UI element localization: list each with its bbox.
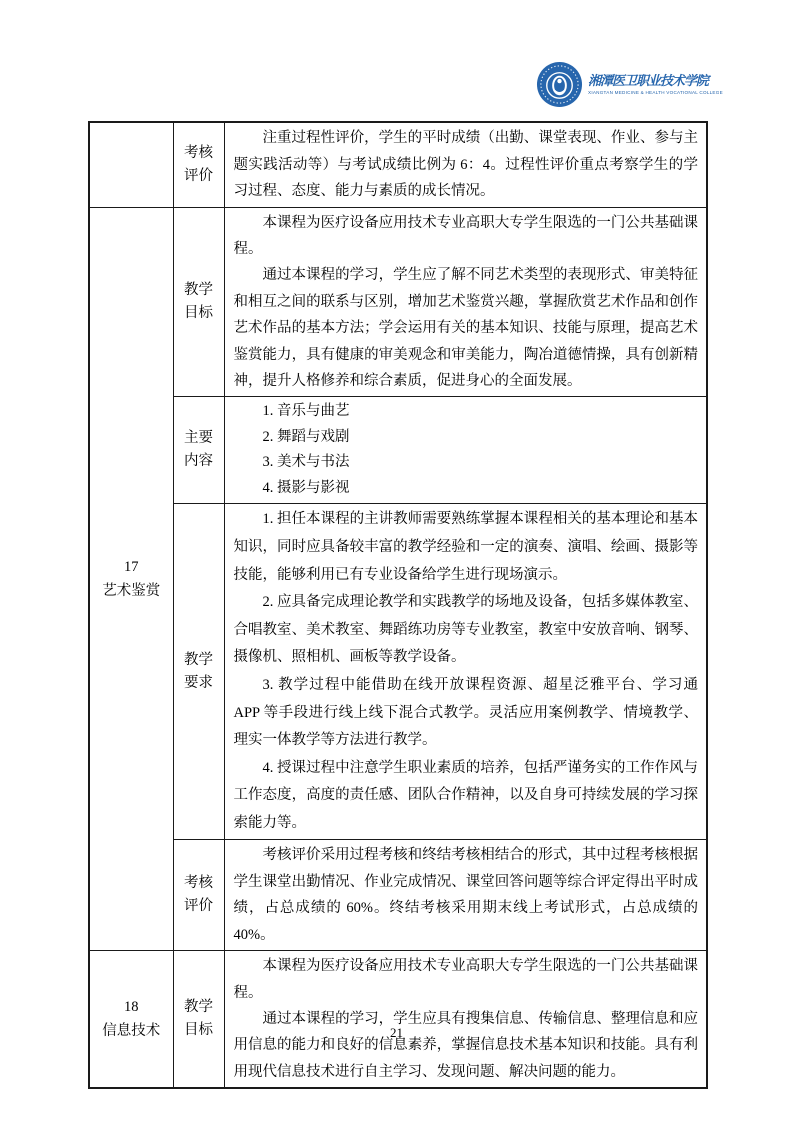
table-row xyxy=(89,207,707,397)
course-cell-continued xyxy=(89,122,173,207)
college-logo xyxy=(536,61,723,108)
course-outline-table xyxy=(88,121,708,1089)
table-row xyxy=(89,840,707,951)
college-seal-icon xyxy=(536,61,583,108)
course-cell-18 xyxy=(89,951,173,1089)
college-name-block xyxy=(588,73,723,96)
paragraph: 3. 教学过程中能借助在线开放课程资源、超星泛雅平台、学习通 APP 等手段进行线上线下混合式教学。灵活应用案例教学、情境教学、理实一体教学等方法进行教学。 xyxy=(233,676,698,749)
list-item: 1. 音乐与曲艺 xyxy=(262,403,350,420)
section-content-assessment-prev xyxy=(224,122,707,207)
section-label-assessment-17: 考核评价 xyxy=(173,840,224,951)
course-name: 信息技术 xyxy=(102,1023,161,1040)
page-number: 21 xyxy=(390,1025,403,1040)
list-item: 4. 摄影与影视 xyxy=(262,479,350,496)
section-label-main-content-17: 主要内容 xyxy=(173,397,224,504)
course-cell-17 xyxy=(89,207,173,951)
course-name: 艺术鉴赏 xyxy=(102,582,161,599)
section-label-objectives-18: 教学目标 xyxy=(173,951,224,1089)
paragraph: 注重过程性评价，学生的平时成绩（出勤、课堂表现、作业、参与主题实践活动等）与考试成绩比例为 6：4。过程性评价重点考察学生的学习过程、态度、能力与素质的成长情况。 xyxy=(233,130,698,199)
paragraph: 4. 授课过程中注意学生职业素质的培养，包括严谨务实的工作作风与工作态度，高度的责任感、团队合作精神，以及自身可持续发展的学习探索能力等。 xyxy=(233,759,698,831)
table-row xyxy=(89,397,707,504)
section-content-objectives-18 xyxy=(224,951,707,1089)
paragraph: 考核评价采用过程考核和终结考核相结合的形式，其中过程考核根据学生课堂出勤情况、作业完成情况、课堂回答问题等综合评定得出平时成绩，占总成绩的 60%。终结考核采用期末线上考试形式，占总成绩的 40%。 xyxy=(233,847,698,943)
paragraph: 通过本课程的学习，学生应了解不同艺术类型的表现形式、审美特征和相互之间的联系与区别，增加艺术鉴赏兴趣，掌握欣赏艺术作品和创作艺术作品的基本方法；学会运用有关的基本知识、技能与原理，提高艺术鉴赏能力，具有健康的审美观念和审美能力，陶冶道德情操，具有创新精神，提升人格修养和综合素质，促进身心的全面发展。 xyxy=(233,267,698,389)
list-item: 3. 美术与书法 xyxy=(262,454,350,471)
section-label-requirements-17: 教学要求 xyxy=(173,504,224,840)
course-number: 17 xyxy=(124,558,139,575)
paragraph: 通过本课程的学习，学生应具有搜集信息、传输信息、整理信息和应用信息的能力和良好的信息素养，掌握信息技术基本知识和技能。具有利用现代信息技术进行自主学习、发现问题、解决问题的能力。 xyxy=(233,1010,698,1080)
section-label-assessment-prev: 考核评价 xyxy=(173,122,224,207)
list-item: 2. 舞蹈与戏剧 xyxy=(262,428,350,445)
paragraph: 1. 担任本课程的主讲教师需要熟练掌握本课程相关的基本理论和基本知识，同时应具备较丰富的教学经验和一定的演奏、演唱、绘画、摄影等技能，能够利用已有专业设备给学生进行现场演示。 xyxy=(233,511,698,583)
table-row xyxy=(89,122,707,207)
section-content-main-content-17 xyxy=(224,397,707,504)
table-row xyxy=(89,504,707,840)
paragraph: 2. 应具备完成理论教学和实践教学的场地及设备，包括多媒体教室、合唱教室、美术教室、舞蹈练功房等专业教室，教室中安放音响、钢琴、摄像机、照相机、画板等教学设备。 xyxy=(233,594,698,666)
section-content-requirements-17 xyxy=(224,504,707,840)
paragraph: 本课程为医疗设备应用技术专业高职大专学生限选的一门公共基础课程。 xyxy=(233,214,698,257)
college-name-zh: 湘潭医卫职业技术学院 xyxy=(588,73,709,88)
paragraph: 本课程为医疗设备应用技术专业高职大专学生限选的一门公共基础课程。 xyxy=(233,958,698,1001)
college-name-en: XIANGTAN MEDICINE & HEALTH VOCATIONAL COLLEGE xyxy=(588,90,723,95)
section-label-objectives-17: 教学目标 xyxy=(173,207,224,397)
table-row xyxy=(89,951,707,1089)
section-content-objectives-17 xyxy=(224,207,707,397)
section-content-assessment-17 xyxy=(224,840,707,951)
course-number: 18 xyxy=(124,999,139,1016)
